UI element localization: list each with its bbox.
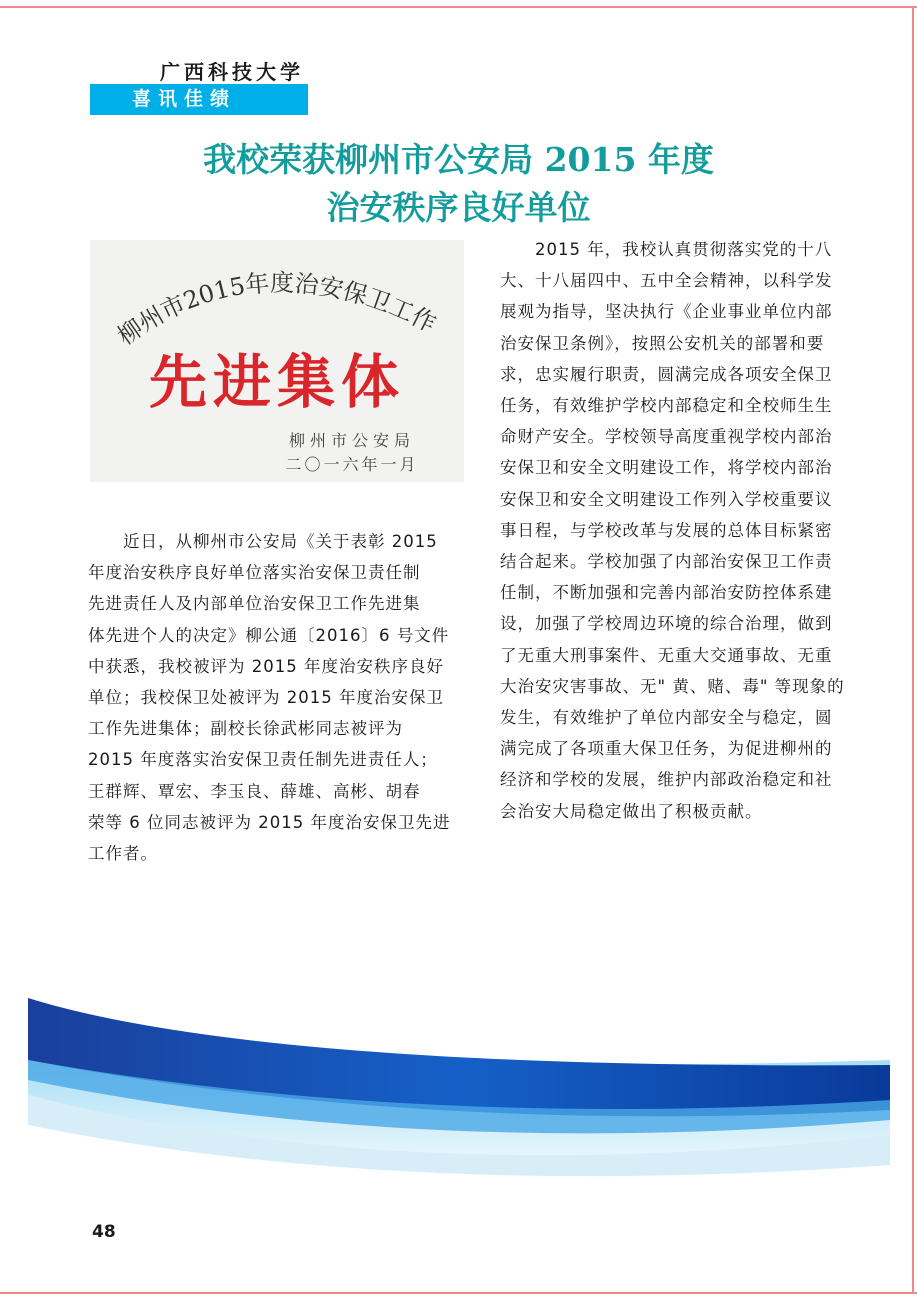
award-issuer: 柳州市公安局 [288,431,416,450]
article-title-line1: 我校荣获柳州市公安局 2015 年度 [203,140,714,179]
text-line: 先进责任人及内部单位治安保卫工作先进集 [88,594,421,614]
text-line: 事日程，与学校改革与发展的总体目标紧密 [500,520,833,540]
text-line: 体先进个人的决定》柳公通〔2016〕6 号文件 [88,625,450,645]
section-label: 喜讯佳绩 [90,84,308,115]
text-line: 2015 年度落实治安保卫责任制先进责任人； [88,750,438,770]
text-line: 求，忠实履行职责，圆满完成各项安全保卫 [500,364,833,384]
text-line: 展观为指导，坚决执行《企业事业单位内部 [500,302,833,322]
text-line: 王群辉、覃宏、李玉良、薛雄、高彬、胡春 [88,781,421,801]
award-date: 二〇一六年一月 [285,455,419,474]
text-line: 工作先进集体；副校长徐武彬同志被评为 [88,719,403,739]
right-column-text [500,234,845,827]
text-line: 工作者。 [88,844,158,864]
text-line: 任务，有效维护学校内部稳定和全校师生生 [500,396,833,416]
text-line: 单位；我校保卫处被评为 2015 年度治安保卫 [88,688,444,708]
award-arc-text: 柳州市2015年度治安保卫工作 [112,268,441,351]
text-line: 会治安大局稳定做出了积极贡献。 [500,801,763,821]
left-column-text [88,526,450,869]
text-line: 安保卫和安全文明建设工作，将学校内部治 [500,458,833,478]
text-line: 中获悉，我校被评为 2015 年度治安秩序良好 [88,656,444,676]
article-title-line2: 治安秩序良好单位 [326,188,591,227]
text-line: 经济和学校的发展，维护内部政治稳定和社 [500,770,833,790]
text-line: 安保卫和安全文明建设工作列入学校重要议 [500,489,833,509]
text-line: 大治安灾害事故、无" 黄、赌、毒" 等现象的 [500,676,845,696]
text-line: 治安保卫条例》，按照公安机关的部署和要 [500,333,825,353]
text-line: 2015 年，我校认真贯彻落实党的十八 [500,240,833,259]
text-line: 了无重大刑事案件、无重大交通事故、无重 [500,645,833,665]
decorative-blue-swoosh [0,960,917,1190]
text-line: 年度治安秩序良好单位落实治安保卫责任制 [88,563,421,583]
text-line: 满完成了各项重大保卫任务，为促进柳州的 [500,739,833,759]
text-line: 发生，有效维护了单位内部安全与稳定，圆 [500,708,833,728]
page-number: 48 [92,1222,116,1242]
school-name: 广西科技大学 [160,60,304,84]
award-photo [90,240,464,482]
award-title: 先进集体 [148,348,406,416]
text-line: 命财产安全。学校领导高度重视学校内部治 [500,427,833,447]
text-line: 结合起来。学校加强了内部治安保卫工作责 [500,552,833,572]
text-line: 荣等 6 位同志被评为 2015 年度治安保卫先进 [88,812,451,832]
text-line: 设，加强了学校周边环境的综合治理，做到 [500,614,833,634]
text-line: 大、十八届四中、五中全会精神，以科学发 [500,271,833,291]
text-line: 任制，不断加强和完善内部治安防控体系建 [500,583,833,603]
text-line: 近日，从柳州市公安局《关于表彰 2015 [88,532,438,551]
bottom-border [0,1292,917,1294]
top-border [0,6,917,8]
